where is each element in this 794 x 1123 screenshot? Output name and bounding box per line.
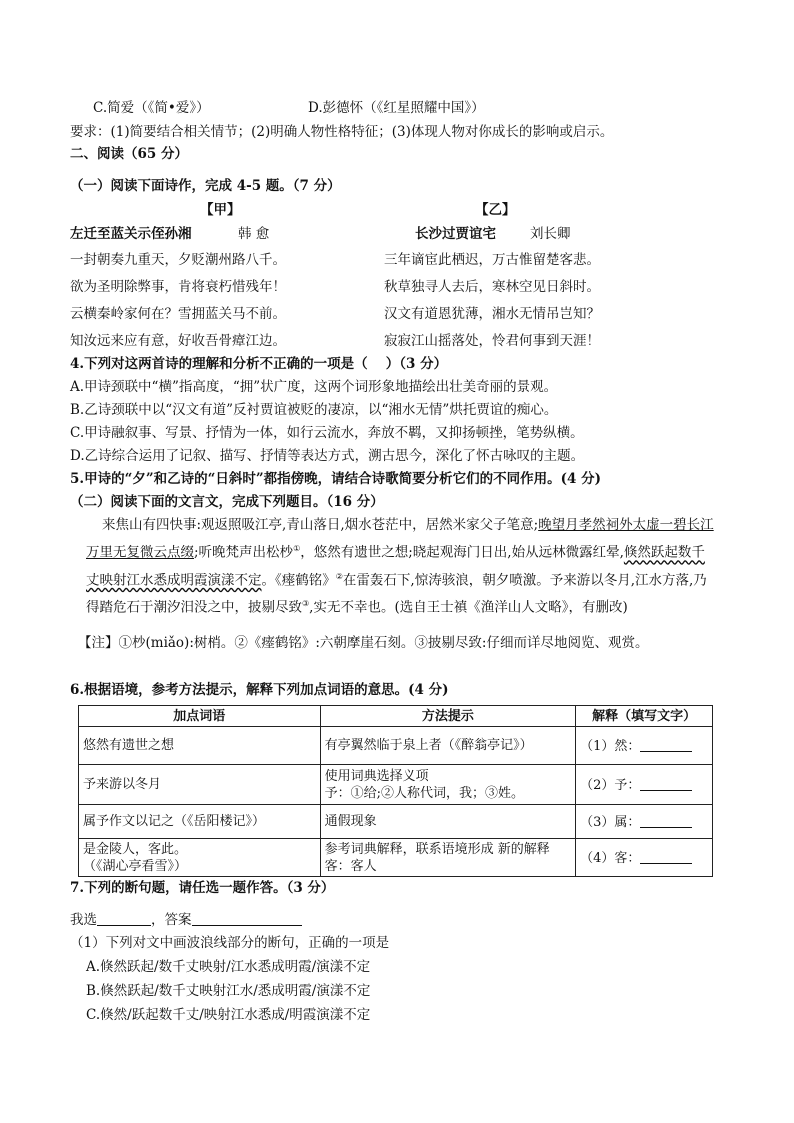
q7-stem: 7.下列的断句题，请任选一题作答。（3 分）: [70, 880, 335, 896]
table-header: 方法提示: [320, 706, 576, 727]
answer-blank[interactable]: [640, 813, 692, 828]
q4-option-c: C.甲诗融叙事、写景、抒情为一体，如行云流水，奔放不羁，又抑扬顿挫，笔势纵横。: [70, 425, 584, 441]
poem-jia-line: 欲为圣明除弊事，肯将衰朽惜残年！: [70, 279, 286, 295]
footnote: 【注】①杪(miǎo):树梢。②《瘗鹤铭》:六朝摩崖石刻。③披剔尽致:仔细而详尽地阅览、观赏。: [78, 635, 649, 651]
answer-label: （2）予：: [580, 777, 641, 793]
choose-label: 我选: [70, 912, 97, 928]
choice-blank[interactable]: [97, 911, 151, 926]
q7-option-c: C.倏然/跃起数千丈/映射江水悉成/明霞演漾不定: [86, 1007, 371, 1023]
answer-blank[interactable]: [640, 849, 692, 864]
note-marker: ③: [302, 599, 310, 608]
poem-yi-line: 秋草独寻人去后，寒林空见日斜时。: [384, 279, 600, 295]
answer-label: （3）属：: [580, 814, 641, 830]
passage-text: ，悠然有遗世之想;晓起观海门日出,始从远林微露红晕,: [300, 544, 624, 561]
q4-option-d: D.乙诗综合运用了记叙、描写、抒情等表达方式，溯古思今，深化了怀古咏叹的主题。: [70, 448, 585, 464]
table-cell-answer: [576, 727, 713, 765]
table-header-row: [79, 706, 713, 727]
passage-text: 在雷轰石下,惊涛骇浪，朝夕喷激。予来游以冬月,江水方落,乃得踏危石于潮汐汨没之中，披剔尽致: [86, 572, 707, 616]
q7-sub1: （1）下列对文中画波浪线部分的断句，正确的一项是: [70, 935, 390, 951]
q7-answer-line: [70, 911, 302, 928]
answer-blank[interactable]: [192, 911, 302, 926]
poem-yi-line: 汉文有道恩犹薄，湘水无情吊岂知？: [384, 306, 600, 322]
poem-jia-title: 左迁至蓝关示侄孙湘: [70, 226, 192, 242]
poem-jia-tag: 【甲】: [200, 202, 241, 218]
table-row: [79, 765, 713, 805]
passage-text: 。《瘗鹤铭》: [261, 572, 336, 588]
passage-text: ,实无不幸也。(选自王士禛《渔洋山人文略》，有删改): [309, 599, 628, 616]
passage-text: 来焦山有四快事:观返照吸江亭,青山落日,烟水苍茫中，居然米家父子笔意;: [102, 517, 539, 533]
poem-jia-line: 一封朝奏九重天，夕贬潮州路八千。: [70, 252, 286, 268]
table-cell-answer: [576, 805, 713, 839]
option-c: C.简爱（《简•爱》）: [93, 100, 210, 116]
table-cell-word: 予来游以冬月: [79, 765, 321, 805]
table-cell-hint: 通假现象: [320, 805, 576, 839]
classical-passage: [86, 514, 714, 620]
table-row: [79, 727, 713, 765]
option-d: D.彭德怀（《红星照耀中国》）: [308, 100, 485, 116]
table-cell-word: 是金陵人，客此。 （《湖心亭看雪》）: [79, 839, 321, 877]
underlined-sentence: 晚望月孝然祠外太虚一碧长江万里无复微云点缀: [86, 517, 714, 561]
table-cell-answer: [576, 765, 713, 805]
passage-text: ;听晚梵声出松杪: [194, 544, 294, 561]
table-row: [79, 805, 713, 839]
poem-yi-line: 三年谪宦此栖迟，万古惟留楚客悲。: [384, 252, 600, 268]
part1-title: （一）阅读下面诗作，完成 4-5 题。（7 分）: [70, 178, 341, 194]
poem-jia-line: 云横秦岭家何在？雪拥蓝关马不前。: [70, 306, 286, 322]
table-cell-hint: 使用词典选择义项 予：①给;②人称代词，我；③姓。: [320, 765, 576, 805]
poem-yi-tag: 【乙】: [475, 202, 516, 218]
poem-jia-author: 韩 愈: [238, 226, 270, 242]
poem-yi-line: 寂寂江山摇落处，怜君何事到天涯！: [384, 333, 600, 349]
q5-stem: 5.甲诗的“夕”和乙诗的“日斜时”都指傍晚，请结合诗歌简要分析它们的不同作用。(4 分): [70, 471, 602, 487]
answer-label: （4）客：: [580, 850, 641, 866]
q7-option-a: A.倏然跃起/数千丈映射/江水悉成明霞/演漾不定: [86, 959, 371, 975]
table-cell-word: 悠然有遗世之想: [79, 727, 321, 765]
requirement-text: 要求：(1)简要结合相关情节；(2)明确人物性格特征；(3)体现人物对你成长的影响或启示。: [70, 124, 614, 140]
part2-title: （二）阅读下面的文言文，完成下列题目。（16 分）: [70, 494, 384, 510]
poem-jia-line: 知汝远来应有意，好收吾骨瘴江边。: [70, 333, 286, 349]
table-header: 加点词语: [79, 706, 321, 727]
answer-blank[interactable]: [640, 737, 692, 752]
q7-option-b: B.倏然跃起/数千丈映射江水/悉成明霞/演漾不定: [86, 983, 371, 999]
answer-label: ，答案: [151, 912, 192, 928]
note-marker: ②: [335, 571, 343, 581]
section-title: 二、阅读（65 分）: [70, 146, 188, 162]
table-cell-hint: 参考词典解释，联系语境形成 新的解释 客：客人: [320, 839, 576, 877]
poem-yi-title: 长沙过贾谊宅: [415, 226, 496, 242]
q4-stem: 4.下列对这两首诗的理解和分析不正确的一项是（ ）（3 分）: [70, 356, 448, 372]
note-marker: ①: [293, 544, 301, 553]
q4-option-a: A.甲诗颈联中“横”指高度，“拥”状广度，这两个词形象地描绘出壮美奇丽的景观。: [70, 379, 558, 395]
q6-stem: 6.根据语境，参考方法提示，解释下列加点词语的意思。(4 分): [70, 682, 449, 698]
q4-option-b: B.乙诗颈联中以“汉文有道”反衬贾谊被贬的凄凉，以“湘水无情”烘托贾谊的痴心。: [70, 402, 558, 418]
table-row: [79, 839, 713, 877]
answer-blank[interactable]: [640, 776, 692, 791]
table-header: 解释（填写文字）: [576, 706, 713, 727]
table-cell-word: 属予作文以记之（《岳阳楼记》）: [79, 805, 321, 839]
table-cell-hint: 有亭翼然临于泉上者（《醉翁亭记》）: [320, 727, 576, 765]
answer-label: （1）然：: [580, 738, 641, 754]
wavy-underlined-sentence: 倏然跃起数千丈映射江水悉成明霞演漾不定: [86, 544, 705, 588]
vocab-table: [78, 705, 713, 877]
poem-yi-author: 刘长卿: [530, 226, 571, 242]
table-cell-answer: [576, 839, 713, 877]
